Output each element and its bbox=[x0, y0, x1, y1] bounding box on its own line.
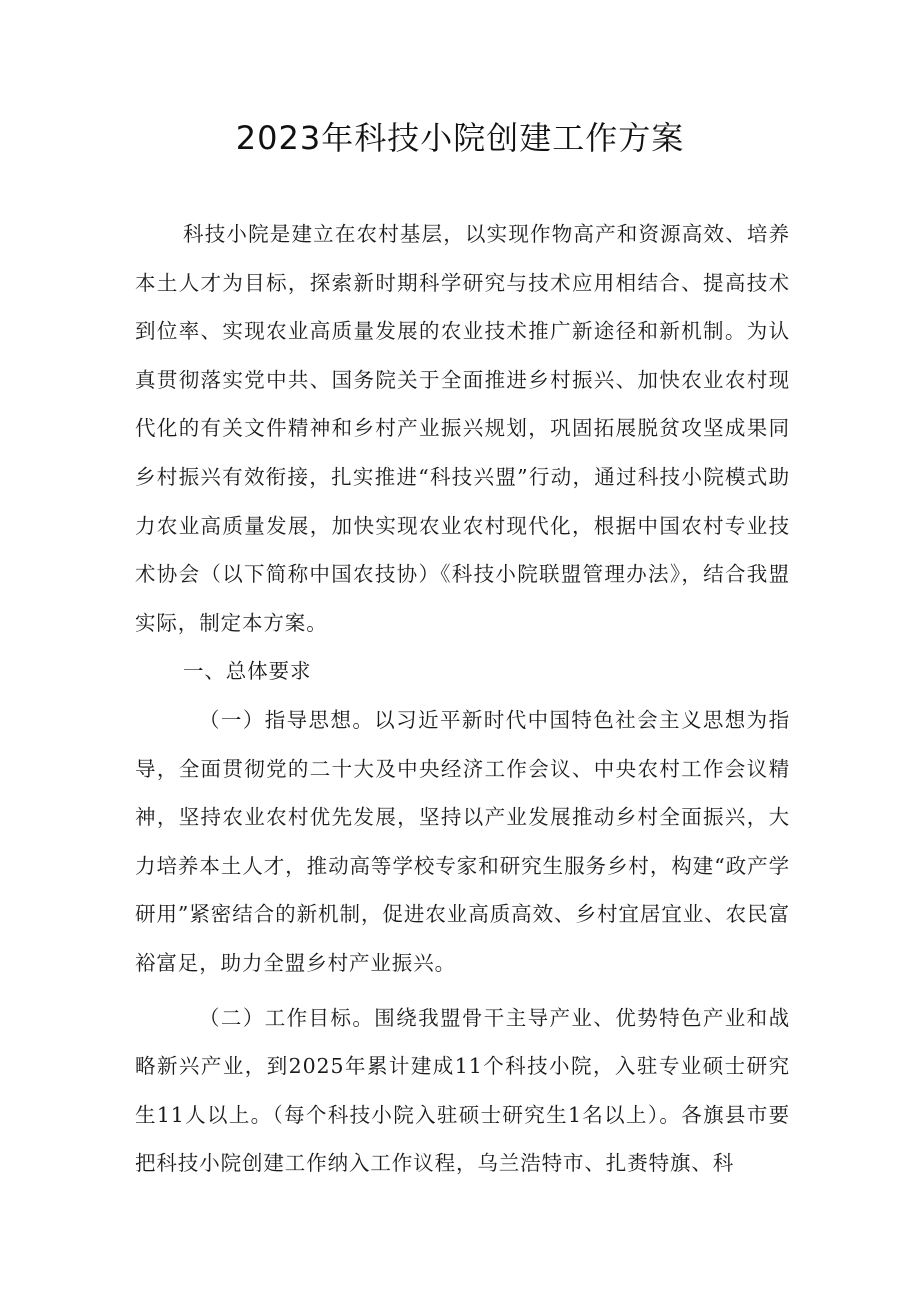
work-goals-paragraph: （二）工作目标。围绕我盟骨干主导产业、优势特色产业和战略新兴产业，到2025年累计建成11个科技小院，入驻专业硕士研究生11人以上。（每个科技小院入驻硕士研究生1名以上）。各旗县市要把科技小院创建工作纳入工作议程，乌兰浩特市、扎赉特旗、科 bbox=[135, 1005, 790, 1176]
document-title: 2023年科技小院创建工作方案 bbox=[235, 119, 685, 157]
section-heading-general-requirements: 一、总体要求 bbox=[183, 659, 312, 684]
document-body bbox=[135, 210, 790, 1188]
guiding-thought-paragraph: （一）指导思想。以习近平新时代中国特色社会主义思想为指导，全面贯彻党的二十大及中央经济工作会议、中央农村工作会议精神，坚持农业农村优先发展，坚持以产业发展推动乡村全面振兴，大力培养本土人才，推动高等学校专家和研究生服务乡村，构建“政产学研用”紧密结合的新机制，促进农业高质高效、乡村宜居宜业、农民富裕富足，助力全盟乡村产业振兴。 bbox=[135, 707, 790, 975]
intro-paragraph: 科技小院是建立在农村基层，以实现作物高产和资源高效、培养本土人才为目标，探索新时期科学研究与技术应用相结合、提高技术到位率、实现农业高质量发展的农业技术推广新途径和新机制。为认真贯彻落实党中共、国务院关于全面推进乡村振兴、加快农业农村现代化的有关文件精神和乡村产业振兴规划，巩固拓展脱贫攻坚成果同乡村振兴有效衔接，扎实推进“科技兴盟”行动，通过科技小院模式助力农业高质量发展，加快实现农业农村现代化，根据中国农村专业技术协会（以下简称中国农技协）《科技小院联盟管理办法》，结合我盟实际，制定本方案。 bbox=[135, 222, 790, 635]
